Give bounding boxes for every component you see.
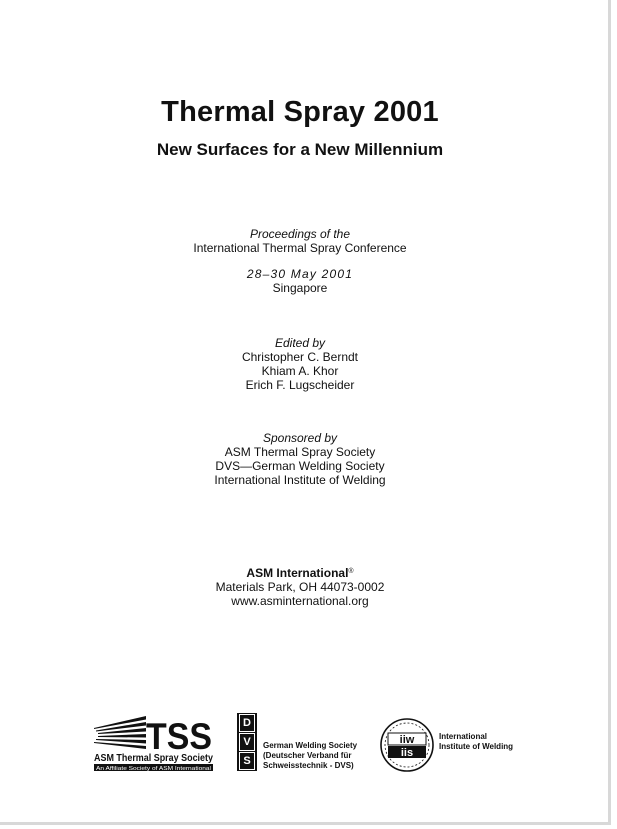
proceedings-block: [0, 227, 600, 255]
iiw-caption-line: Institute of Welding: [439, 742, 514, 751]
proceedings-label: Proceedings of the: [249, 227, 351, 241]
publisher-block: [0, 565, 600, 608]
dvs-caption-line: Schweisstechnik - DVS): [263, 761, 354, 770]
sponsors-block: [0, 431, 600, 487]
conference-location: Singapore: [272, 281, 328, 295]
sponsor-name: ASM Thermal Spray Society: [224, 445, 376, 459]
iiw-bottom-text: iis: [400, 747, 414, 759]
iiw-caption: [439, 732, 513, 752]
publisher-address: Materials Park, OH 44073-0002: [215, 580, 385, 594]
editors-label: Edited by: [274, 336, 326, 350]
iiw-caption-line: International: [439, 732, 488, 741]
sponsor-name: DVS—German Welding Society: [215, 459, 385, 473]
tss-society-name: ASM Thermal Spray Society: [94, 753, 214, 764]
iiw-top-text: iiw: [399, 734, 415, 746]
dvs-caption-line: German Welding Society: [263, 741, 358, 750]
dvs-letter: D: [239, 714, 255, 732]
event-block: [0, 267, 600, 295]
dvs-letter: S: [239, 752, 255, 770]
tss-logo: [94, 713, 214, 773]
editor-name: Erich F. Lugscheider: [245, 378, 355, 392]
dvs-letter: V: [239, 733, 255, 751]
tss-tagline: An Affiliate Society of ASM International: [96, 766, 211, 772]
registered-mark: ®: [348, 568, 354, 575]
tss-letters: TSS: [146, 716, 212, 757]
publisher-name-text: ASM International: [246, 566, 349, 580]
editor-name: Khiam A. Khor: [261, 364, 339, 378]
iiw-logo: [378, 715, 528, 777]
dvs-logo: [237, 713, 377, 775]
book-title: Thermal Spray 2001: [161, 96, 439, 128]
editors-block: [0, 336, 600, 392]
tss-logo-graphic: [94, 713, 214, 773]
sponsor-name: International Institute of Welding: [214, 473, 386, 487]
book-subtitle: New Surfaces for a New Millennium: [156, 140, 444, 159]
dvs-caption: [263, 741, 357, 771]
publisher-name: [0, 565, 600, 580]
sponsors-label: Sponsored by: [262, 431, 338, 445]
conference-date: 28–30 May 2001: [246, 267, 354, 281]
publisher-website: www.asminternational.org: [231, 594, 369, 608]
dvs-caption-line: (Deutscher Verband für: [263, 751, 352, 760]
iiw-emblem-icon: [378, 715, 438, 775]
dvs-emblem: [237, 713, 257, 771]
editor-name: Christopher C. Berndt: [241, 350, 359, 364]
conference-name: International Thermal Spray Conference: [193, 241, 407, 255]
speed-lines-icon: [94, 716, 146, 749]
